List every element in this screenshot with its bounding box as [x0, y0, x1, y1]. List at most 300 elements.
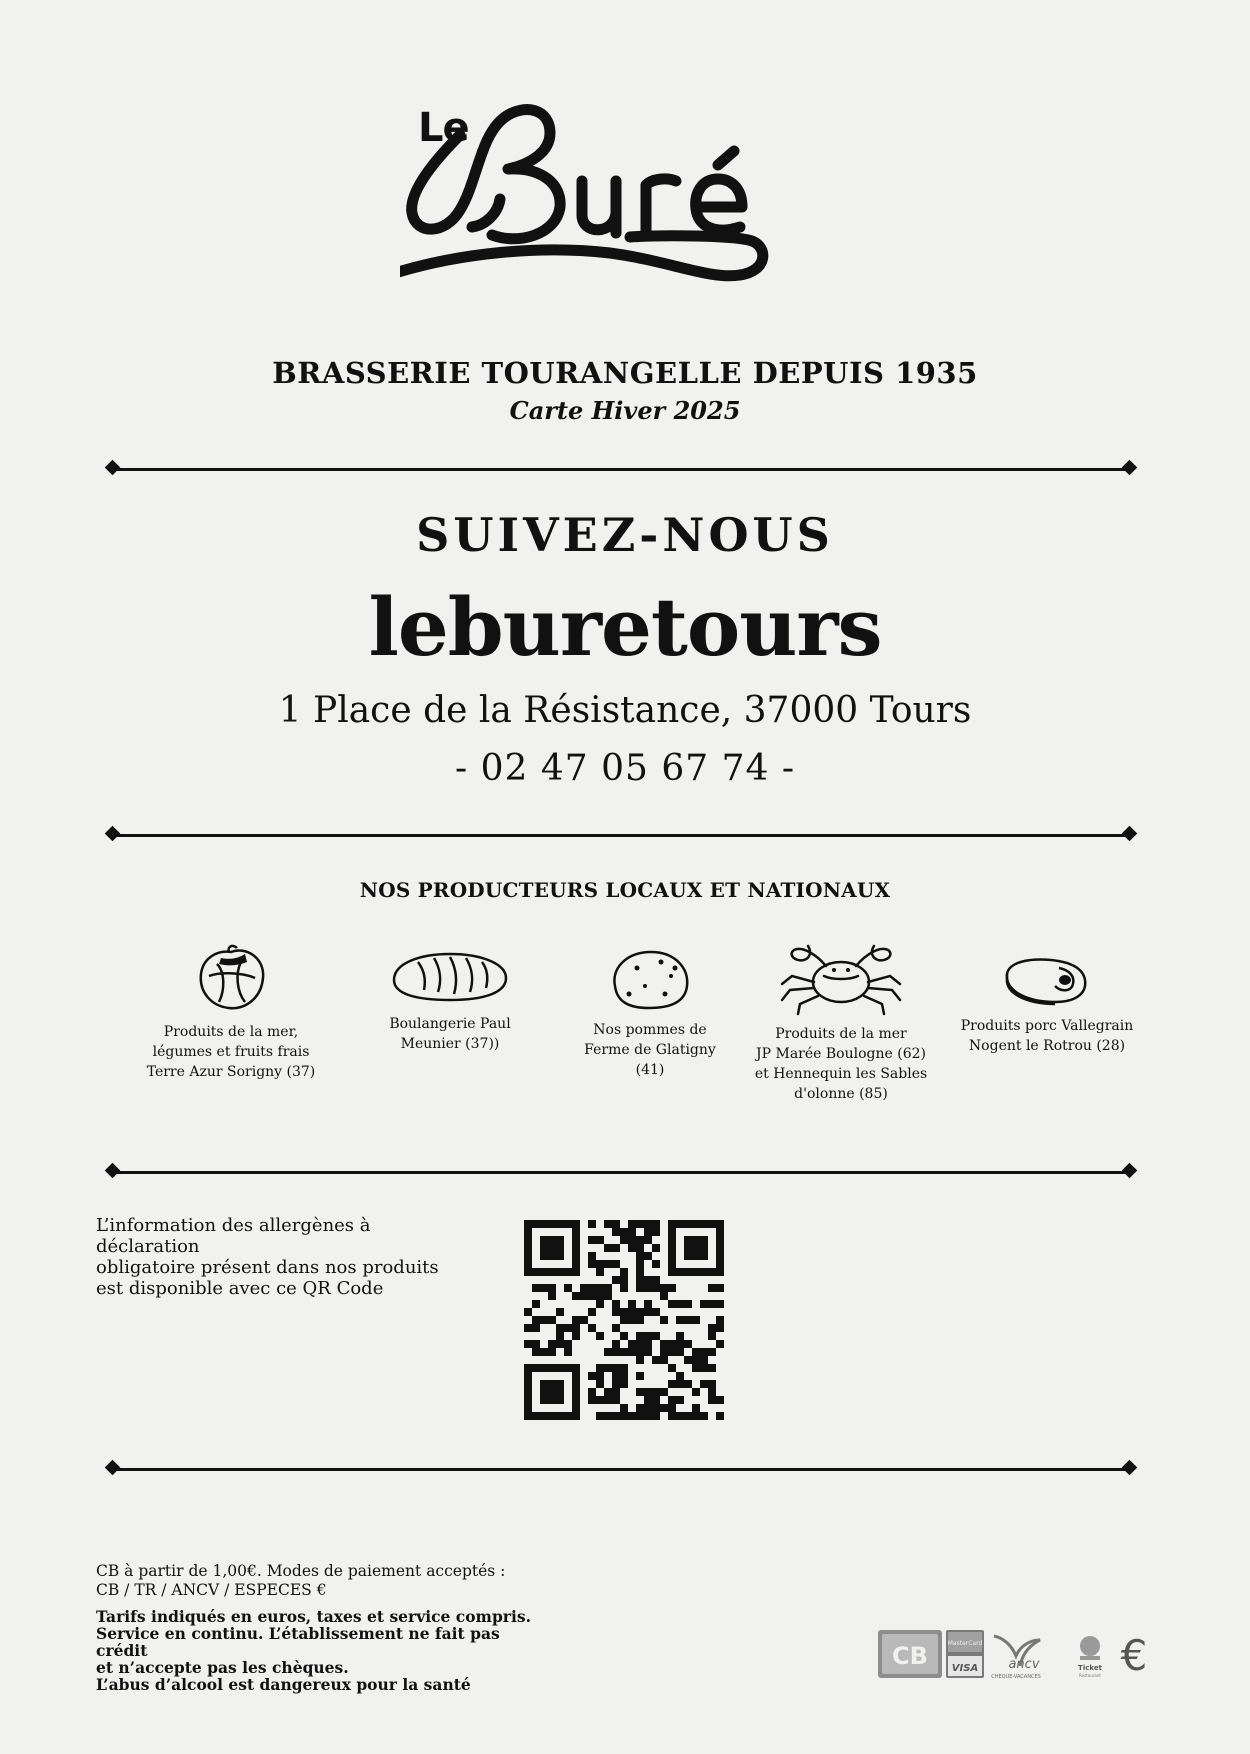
- qr-module: [644, 1276, 652, 1284]
- qr-module: [628, 1244, 636, 1252]
- qr-module: [676, 1396, 684, 1404]
- social-handle[interactable]: leburetours: [368, 580, 882, 674]
- qr-module: [716, 1284, 724, 1292]
- qr-module: [708, 1332, 716, 1340]
- qr-module: [548, 1220, 556, 1228]
- qr-module: [612, 1308, 620, 1316]
- qr-module: [660, 1388, 668, 1396]
- qr-module: [572, 1324, 580, 1332]
- qr-module: [716, 1228, 724, 1236]
- qr-module: [676, 1268, 684, 1276]
- qr-module: [668, 1404, 676, 1412]
- qr-module: [652, 1396, 660, 1404]
- qr-module: [700, 1380, 708, 1388]
- qr-module: [540, 1236, 548, 1244]
- qr-module: [540, 1380, 548, 1388]
- qr-module: [524, 1244, 532, 1252]
- producer-line: Terre Azur Sorigny (37): [146, 1064, 316, 1080]
- qr-module: [716, 1268, 724, 1276]
- producer-line: et Hennequin les Sables: [754, 1066, 928, 1082]
- follow-label: SUIVEZ-NOUS: [416, 508, 834, 562]
- qr-module: [612, 1412, 620, 1420]
- qr-module: [652, 1412, 660, 1420]
- qr-module: [540, 1388, 548, 1396]
- qr-module: [540, 1284, 548, 1292]
- producer-line: Nos pommes de: [593, 1022, 707, 1038]
- qr-module: [572, 1252, 580, 1260]
- qr-module: [556, 1412, 564, 1420]
- qr-module: [556, 1388, 564, 1396]
- qr-module: [524, 1308, 532, 1316]
- qr-module: [684, 1244, 692, 1252]
- producers-title: NOS PRODUCTEURS LOCAUX ET NATIONAUX: [359, 878, 891, 902]
- qr-module: [684, 1380, 692, 1388]
- qr-module: [596, 1396, 604, 1404]
- qr-module: [604, 1388, 612, 1396]
- payment-line: CB à partir de 1,00€. Modes de paiement acceptés :: [96, 1562, 506, 1580]
- qr-module: [540, 1316, 548, 1324]
- qr-module: [676, 1412, 684, 1420]
- divider: [106, 828, 1136, 842]
- qr-module: [660, 1340, 668, 1348]
- qr-module: [708, 1220, 716, 1228]
- qr-module: [716, 1244, 724, 1252]
- qr-module: [684, 1340, 692, 1348]
- qr-module: [564, 1324, 572, 1332]
- qr-module: [668, 1396, 676, 1404]
- qr-module: [548, 1252, 556, 1260]
- qr-module: [604, 1412, 612, 1420]
- qr-module: [524, 1396, 532, 1404]
- qr-module: [644, 1340, 652, 1348]
- qr-module: [620, 1372, 628, 1380]
- qr-module: [524, 1324, 532, 1332]
- qr-module: [548, 1348, 556, 1356]
- qr-module: [548, 1284, 556, 1292]
- qr-module: [708, 1348, 716, 1356]
- qr-module: [572, 1268, 580, 1276]
- mastercard-logo-text: MasterCard: [947, 1640, 983, 1647]
- qr-module: [572, 1220, 580, 1228]
- divider: [106, 462, 1136, 476]
- visa-logo-text: VISA: [951, 1663, 979, 1674]
- qr-module: [628, 1300, 636, 1308]
- qr-module: [716, 1236, 724, 1244]
- qr-module: [572, 1236, 580, 1244]
- qr-module: [668, 1380, 676, 1388]
- qr-module: [636, 1316, 644, 1324]
- qr-module: [692, 1348, 700, 1356]
- qr-module: [588, 1252, 596, 1260]
- qr-module: [700, 1412, 708, 1420]
- qr-module: [668, 1348, 676, 1356]
- qr-module: [684, 1356, 692, 1364]
- qr-module: [676, 1300, 684, 1308]
- qr-module: [668, 1364, 676, 1372]
- qr-module: [652, 1220, 660, 1228]
- qr-module: [636, 1340, 644, 1348]
- qr-module: [612, 1388, 620, 1396]
- qr-module: [524, 1388, 532, 1396]
- qr-module: [572, 1388, 580, 1396]
- producer-line: légumes et fruits frais: [152, 1044, 310, 1060]
- qr-module: [692, 1404, 700, 1412]
- bread-icon: [388, 948, 512, 1006]
- qr-module: [596, 1268, 604, 1276]
- qr-module: [612, 1364, 620, 1372]
- qr-module: [548, 1244, 556, 1252]
- address: 1 Place de la Résistance, 37000 Tours: [278, 690, 972, 731]
- qr-module: [700, 1268, 708, 1276]
- qr-module: [652, 1244, 660, 1252]
- qr-module: [548, 1412, 556, 1420]
- qr-module: [532, 1412, 540, 1420]
- ticket-logo-text: Ticket: [1078, 1664, 1102, 1672]
- qr-module: [700, 1364, 708, 1372]
- qr-module: [692, 1364, 700, 1372]
- qr-module: [628, 1316, 636, 1324]
- qr-module: [532, 1220, 540, 1228]
- qr-module: [564, 1220, 572, 1228]
- qr-module: [692, 1356, 700, 1364]
- qr-module: [684, 1412, 692, 1420]
- qr-module: [668, 1244, 676, 1252]
- qr-module: [620, 1404, 628, 1412]
- qr-module: [636, 1308, 644, 1316]
- qr-module: [532, 1284, 540, 1292]
- qr-module: [532, 1324, 540, 1332]
- qr-module: [636, 1252, 644, 1260]
- qr-module: [572, 1292, 580, 1300]
- qr-module: [556, 1236, 564, 1244]
- qr-module: [700, 1252, 708, 1260]
- qr-module: [684, 1236, 692, 1244]
- qr-module: [572, 1260, 580, 1268]
- qr-module: [564, 1340, 572, 1348]
- qr-module: [556, 1364, 564, 1372]
- qr-module: [676, 1340, 684, 1348]
- ancv-sub-text: CHEQUE-VACANCES: [991, 1674, 1041, 1680]
- qr-module: [580, 1284, 588, 1292]
- producer-terre-azur: [136, 942, 326, 1082]
- qr-module: [636, 1268, 644, 1276]
- qr-module: [684, 1268, 692, 1276]
- qr-module: [628, 1308, 636, 1316]
- qr-module: [620, 1284, 628, 1292]
- allergen-line: obligatoire présent dans nos produits: [96, 1257, 439, 1278]
- qr-module: [596, 1300, 604, 1308]
- qr-module: [612, 1300, 620, 1308]
- qr-module: [540, 1220, 548, 1228]
- qr-module: [668, 1268, 676, 1276]
- qr-module: [596, 1292, 604, 1300]
- qr-module: [700, 1356, 708, 1364]
- allergen-line: est disponible avec ce QR Code: [96, 1278, 384, 1299]
- qr-module: [700, 1300, 708, 1308]
- qr-module: [644, 1228, 652, 1236]
- qr-module: [692, 1220, 700, 1228]
- producer-boulangerie: [355, 948, 545, 1054]
- qr-module: [548, 1316, 556, 1324]
- qr-module: [668, 1284, 676, 1292]
- qr-module: [636, 1220, 644, 1228]
- allergen-info: [96, 1215, 476, 1299]
- qr-module: [644, 1404, 652, 1412]
- qr-module: [644, 1236, 652, 1244]
- producer-line: Meunier (37)): [400, 1036, 500, 1052]
- qr-module: [556, 1308, 564, 1316]
- qr-module: [620, 1276, 628, 1284]
- qr-module: [644, 1388, 652, 1396]
- divider: [106, 1165, 1136, 1179]
- qr-module: [692, 1412, 700, 1420]
- qr-module: [588, 1284, 596, 1292]
- qr-module: [612, 1380, 620, 1388]
- qr-module: [660, 1356, 668, 1364]
- qr-module: [548, 1340, 556, 1348]
- qr-module: [636, 1356, 644, 1364]
- qr-module: [636, 1332, 644, 1340]
- qr-module: [708, 1388, 716, 1396]
- qr-module: [572, 1228, 580, 1236]
- producer-line: Produits porc Vallegrain: [960, 1018, 1134, 1034]
- qr-module: [612, 1372, 620, 1380]
- qr-module: [596, 1284, 604, 1292]
- qr-module: [652, 1356, 660, 1364]
- qr-module: [556, 1244, 564, 1252]
- qr-module: [556, 1252, 564, 1260]
- qr-module: [668, 1340, 676, 1348]
- qr-module: [716, 1324, 724, 1332]
- qr-module: [572, 1404, 580, 1412]
- qr-module: [548, 1292, 556, 1300]
- qr-module: [652, 1284, 660, 1292]
- payment-logos: [878, 1626, 1158, 1682]
- qr-module: [668, 1300, 676, 1308]
- qr-module: [620, 1348, 628, 1356]
- qr-module: [548, 1268, 556, 1276]
- qr-module: [620, 1412, 628, 1420]
- qr-module: [700, 1236, 708, 1244]
- qr-module: [628, 1348, 636, 1356]
- qr-module: [524, 1372, 532, 1380]
- qr-module: [620, 1268, 628, 1276]
- qr-module: [708, 1396, 716, 1404]
- qr-module: [548, 1364, 556, 1372]
- qr-module: [604, 1396, 612, 1404]
- qr-module: [644, 1284, 652, 1292]
- qr-module: [588, 1396, 596, 1404]
- qr-module: [652, 1388, 660, 1396]
- qr-module: [588, 1260, 596, 1268]
- qr-module: [524, 1260, 532, 1268]
- qr-module: [652, 1332, 660, 1340]
- qr-module: [564, 1364, 572, 1372]
- producer-line: Produits de la mer: [775, 1026, 907, 1042]
- payment-info: [96, 1562, 556, 1600]
- qr-module: [604, 1260, 612, 1268]
- qr-module: [596, 1364, 604, 1372]
- producer-line: (41): [635, 1062, 665, 1078]
- qr-module: [652, 1404, 660, 1412]
- ticket-sub-text: Restaurant: [1079, 1673, 1101, 1678]
- cb-logo-text: CB: [892, 1642, 928, 1670]
- qr-module: [636, 1372, 644, 1380]
- legal-line: L’abus d’alcool est dangereux pour la santé: [96, 1675, 471, 1694]
- payment-line: CB / TR / ANCV / ESPECES €: [96, 1581, 327, 1599]
- qr-module: [564, 1412, 572, 1420]
- qr-module: [644, 1412, 652, 1420]
- qr-module: [716, 1396, 724, 1404]
- qr-module: [612, 1260, 620, 1268]
- qr-module: [532, 1348, 540, 1356]
- qr-module: [676, 1372, 684, 1380]
- qr-module: [540, 1244, 548, 1252]
- qr-module: [588, 1388, 596, 1396]
- qr-module: [588, 1292, 596, 1300]
- qr-module: [540, 1412, 548, 1420]
- qr-module: [716, 1300, 724, 1308]
- qr-module: [636, 1244, 644, 1252]
- qr-module: [572, 1332, 580, 1340]
- producer-vallegrain: [952, 952, 1142, 1056]
- qr-module: [628, 1340, 636, 1348]
- qr-module: [556, 1340, 564, 1348]
- qr-module: [644, 1252, 652, 1260]
- qr-module: [636, 1348, 644, 1356]
- qr-module: [604, 1364, 612, 1372]
- qr-module: [668, 1260, 676, 1268]
- qr-module: [612, 1324, 620, 1332]
- qr-module: [588, 1220, 596, 1228]
- qr-module: [684, 1252, 692, 1260]
- qr-module: [644, 1396, 652, 1404]
- qr-module: [604, 1284, 612, 1292]
- qr-module: [612, 1228, 620, 1236]
- qr-module: [660, 1284, 668, 1292]
- qr-module: [684, 1316, 692, 1324]
- producer-line: JP Marée Boulogne (62): [756, 1046, 926, 1062]
- qr-module: [668, 1228, 676, 1236]
- qr-module: [716, 1412, 724, 1420]
- qr-module: [524, 1236, 532, 1244]
- qr-module: [652, 1260, 660, 1268]
- qr-module: [588, 1324, 596, 1332]
- qr-module: [708, 1380, 716, 1388]
- qr-module: [620, 1316, 628, 1324]
- qr-module: [596, 1332, 604, 1340]
- qr-module: [564, 1284, 572, 1292]
- qr-module: [628, 1228, 636, 1236]
- tagline: BRASSERIE TOURANGELLE DEPUIS 1935: [272, 356, 978, 390]
- ancv-logo-text: ancv: [1008, 1657, 1040, 1672]
- qr-module: [692, 1252, 700, 1260]
- qr-module: [572, 1380, 580, 1388]
- qr-module: [548, 1380, 556, 1388]
- qr-module: [540, 1364, 548, 1372]
- qr-module: [556, 1324, 564, 1332]
- qr-module: [532, 1268, 540, 1276]
- qr-module: [660, 1404, 668, 1412]
- ancv-icon: [991, 1636, 1041, 1680]
- qr-module: [660, 1316, 668, 1324]
- qr-module: [580, 1316, 588, 1324]
- qr-module: [524, 1228, 532, 1236]
- qr-module: [572, 1412, 580, 1420]
- qr-module: [708, 1300, 716, 1308]
- qr-module: [676, 1316, 684, 1324]
- qr-module: [596, 1412, 604, 1420]
- qr-module: [644, 1300, 652, 1308]
- qr-module: [612, 1340, 620, 1348]
- qr-module: [572, 1244, 580, 1252]
- qr-module: [676, 1332, 684, 1340]
- qr-module: [700, 1220, 708, 1228]
- qr-module: [604, 1220, 612, 1228]
- qr-module: [596, 1372, 604, 1380]
- producer-line: Ferme de Glatigny: [584, 1042, 716, 1058]
- pepper-icon: [191, 942, 271, 1014]
- qr-module: [700, 1348, 708, 1356]
- qr-module: [524, 1364, 532, 1372]
- phone-number[interactable]: - 02 47 05 67 74 -: [454, 748, 796, 789]
- qr-module: [556, 1268, 564, 1276]
- qr-module: [620, 1308, 628, 1316]
- qr-module: [636, 1260, 644, 1268]
- qr-module: [540, 1348, 548, 1356]
- pork-cut-icon: [999, 952, 1095, 1008]
- qr-code-icon[interactable]: [524, 1220, 724, 1420]
- qr-module: [548, 1236, 556, 1244]
- qr-module: [628, 1236, 636, 1244]
- qr-module: [708, 1268, 716, 1276]
- qr-module: [524, 1220, 532, 1228]
- qr-module: [700, 1244, 708, 1252]
- qr-module: [636, 1404, 644, 1412]
- crab-icon: [776, 936, 906, 1016]
- producer-jp-maree: [746, 936, 936, 1104]
- qr-module: [660, 1348, 668, 1356]
- qr-module: [708, 1284, 716, 1292]
- qr-module: [708, 1364, 716, 1372]
- qr-module: [612, 1244, 620, 1252]
- qr-module: [556, 1332, 564, 1340]
- qr-module: [716, 1252, 724, 1260]
- qr-module: [564, 1268, 572, 1276]
- qr-module: [692, 1268, 700, 1276]
- qr-module: [620, 1332, 628, 1340]
- qr-module: [668, 1236, 676, 1244]
- qr-module: [524, 1412, 532, 1420]
- qr-module: [628, 1412, 636, 1420]
- qr-module: [524, 1268, 532, 1276]
- qr-module: [532, 1316, 540, 1324]
- euro-icon: €: [1120, 1631, 1148, 1680]
- qr-module: [524, 1340, 532, 1348]
- qr-module: [644, 1332, 652, 1340]
- qr-module: [524, 1380, 532, 1388]
- qr-module: [620, 1228, 628, 1236]
- qr-module: [572, 1316, 580, 1324]
- ticket-restaurant-icon: [1078, 1636, 1103, 1678]
- qr-module: [644, 1348, 652, 1356]
- qr-module: [604, 1292, 612, 1300]
- qr-module: [532, 1364, 540, 1372]
- producer-line: Boulangerie Paul: [389, 1016, 511, 1032]
- qr-module: [524, 1404, 532, 1412]
- qr-module: [716, 1260, 724, 1268]
- qr-module: [636, 1412, 644, 1420]
